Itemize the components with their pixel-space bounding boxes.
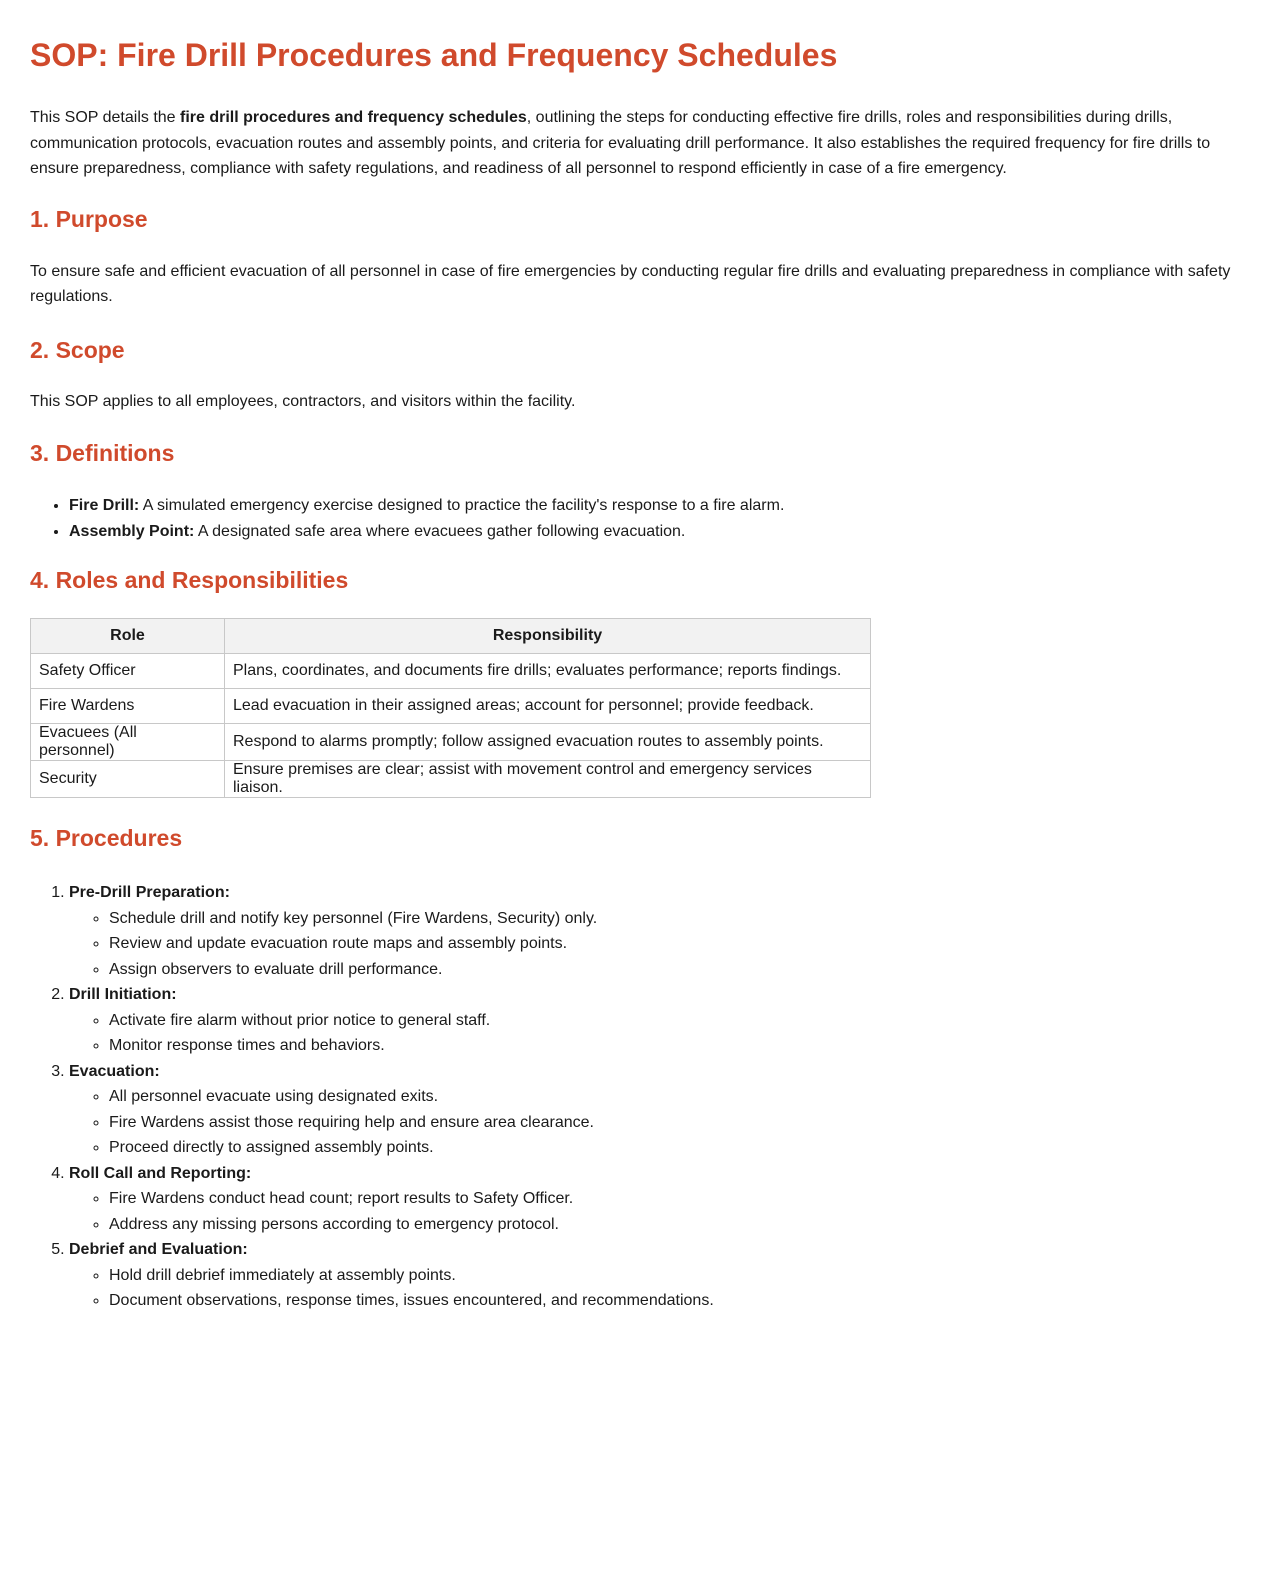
procedure-substep: ◦ Schedule drill and notify key personnel (Fire Wardens, Security) only.: [109, 906, 1235, 932]
definition-term: Assembly Point:: [69, 522, 195, 540]
procedure-step-title: Evacuation:: [69, 1062, 160, 1080]
table-row: [31, 654, 871, 689]
column-header-role: Role: [31, 619, 225, 654]
procedure-substep: ◦ Monitor response times and behaviors.: [109, 1033, 1235, 1059]
section-heading-procedures: 5. Procedures: [30, 825, 183, 851]
page-title: SOP: Fire Drill Procedures and Frequency Schedules: [30, 37, 838, 73]
table-header-row: [31, 619, 871, 654]
role-cell: Evacuees (All personnel): [31, 724, 225, 761]
procedure-step: [69, 1161, 1235, 1238]
procedure-step-title: Roll Call and Reporting:: [69, 1164, 252, 1182]
purpose-text: To ensure safe and efficient evacuation of all personnel in case of fire emergencies by conducting regular fire drills and evaluating preparedness in compliance with safety regulations.: [30, 262, 1231, 305]
procedures-list: [30, 880, 1235, 1314]
responsibility-cell: Ensure premises are clear; assist with movement control and emergency services liaison.: [225, 761, 871, 798]
procedure-substep: ◦ Hold drill debrief immediately at assembly points.: [109, 1263, 1235, 1289]
definition-text: A simulated emergency exercise designed to practice the facility's response to a fire alarm.: [139, 497, 785, 514]
table-row: [31, 689, 871, 724]
procedure-substep: ◦ Document observations, response times, issues encountered, and recommendations.: [109, 1288, 1235, 1314]
definition-item: [69, 493, 1235, 519]
procedure-substep: ◦ Fire Wardens assist those requiring help and ensure area clearance.: [109, 1110, 1235, 1136]
procedure-substeps: [69, 1263, 1235, 1314]
intro-bold-phrase: fire drill procedures and frequency schedules: [180, 109, 527, 126]
section-heading-definitions: 3. Definitions: [30, 440, 175, 466]
definitions-list: [30, 493, 1235, 544]
document-body: [30, 0, 1235, 1309]
procedure-substeps: [69, 1008, 1235, 1059]
procedure-step: [69, 1059, 1235, 1161]
table-row: [31, 724, 871, 761]
procedure-substep: ◦ Address any missing persons according to emergency protocol.: [109, 1212, 1235, 1238]
procedure-substeps: [69, 1084, 1235, 1161]
role-cell: Fire Wardens: [31, 689, 225, 724]
procedure-substep: ◦ Fire Wardens conduct head count; report results to Safety Officer.: [109, 1186, 1235, 1212]
procedure-step: [69, 1237, 1235, 1314]
role-cell: Safety Officer: [31, 654, 225, 689]
procedure-substeps: [69, 1186, 1235, 1237]
definition-text: A designated safe area where evacuees gather following evacuation.: [194, 522, 686, 540]
section-heading-purpose: 1. Purpose: [30, 205, 148, 232]
table-row: [31, 761, 871, 798]
procedure-step: [69, 880, 1235, 982]
procedure-substep: ◦ Activate fire alarm without prior notice to general staff.: [109, 1008, 1235, 1034]
procedure-substep: ◦ Proceed directly to assigned assembly points.: [109, 1135, 1235, 1161]
procedure-step: [69, 982, 1235, 1059]
section-heading-scope: 2. Scope: [30, 336, 125, 363]
procedure-substep: ◦ Assign observers to evaluate drill performance.: [109, 957, 1235, 983]
intro-paragraph: [30, 105, 1235, 182]
procedure-substep: ◦ All personnel evacuate using designated exits.: [109, 1084, 1235, 1110]
intro-text-start: This SOP details the: [30, 109, 180, 126]
procedure-step-title: Debrief and Evaluation:: [69, 1241, 248, 1258]
responsibility-cell: Lead evacuation in their assigned areas; account for personnel; provide feedback.: [225, 689, 871, 724]
roles-table: [30, 618, 871, 798]
responsibility-cell: Plans, coordinates, and documents fire drills; evaluates performance; reports findings.: [225, 654, 871, 689]
intro-text-rest: , outlining the steps for conducting effective fire drills, roles and responsibilities during drills, communication protocols, evacuation routes and assembly points, and criteria for evaluating drill performance. It also establishes the required frequency for fire drills to ensure preparedness, compliance with safety regulations, and readiness of all personnel to respond efficiently in case of a fire emergency.: [30, 109, 1211, 177]
procedure-step-title: Drill Initiation:: [69, 986, 177, 1003]
procedure-step-title: Pre-Drill Preparation:: [69, 884, 230, 901]
responsibility-cell: Respond to alarms promptly; follow assigned evacuation routes to assembly points.: [225, 724, 871, 761]
role-cell: Security: [31, 761, 225, 798]
procedure-substep: ◦ Review and update evacuation route maps and assembly points.: [109, 931, 1235, 957]
scope-text: This SOP applies to all employees, contractors, and visitors within the facility.: [30, 392, 576, 410]
column-header-responsibility: Responsibility: [225, 619, 871, 654]
definition-item: [69, 519, 1235, 545]
procedure-substeps: [69, 906, 1235, 983]
section-heading-roles: 4. Roles and Responsibilities: [30, 567, 349, 593]
definition-term: Fire Drill:: [69, 497, 140, 514]
